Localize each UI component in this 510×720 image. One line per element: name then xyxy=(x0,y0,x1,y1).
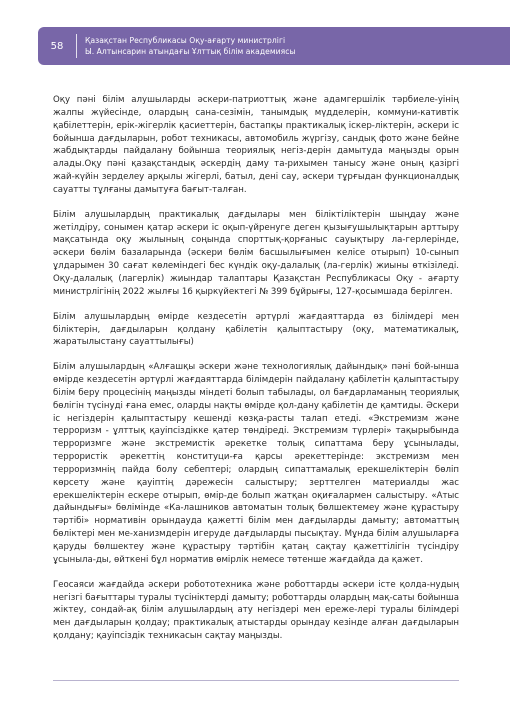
page-number: 58 xyxy=(50,40,64,52)
ministry-name: Қазақстан Республикасы Оқу-ағарту министрлігі xyxy=(85,36,286,45)
document-body xyxy=(53,94,459,655)
paragraph-2: Білім алушылардың практикалық дағдылары мен біліктіліктерін шыңдау және жетілдіру, сонымен қатар әскери іс оқып-үйренуге деген қызығушылықтарын арттыру мақсатында оқу жылының соңында спорттық-қорғаныс сауықтыру ла-герлерінде, әскери бөлім базаларында (әскери бөлім басшылығымен келісе отырып) 10-сынып ұлдарымен 30 сағат көлеміндегі бес күндік оқу-далалық (ла-герлік) жиыны өткізіледі. Оқу-далалық (лагерлік) жиындар талаптары Қазақстан Республикасы Оқу - ағарту министрлігінің 2022 жылғы 16 қыркүйектегі № 399 бұйрығы, 127-қосымшада берілген. xyxy=(53,209,459,297)
header-text xyxy=(85,35,296,57)
header-divider xyxy=(76,34,77,58)
footer-divider xyxy=(53,680,459,681)
paragraph-3: Білім алушылардың өмірде кездесетін әртүрлі жағдаяттарда өз білімдері мен біліктерін, дағдыларын қолдану қабілетін қалыптастыру (оқу, математикалық, жаратылыстану сауаттылығы) xyxy=(53,311,459,348)
academy-name: Ы. Алтынсарин атындағы Ұлттық білім академиясы xyxy=(85,47,296,56)
page-header xyxy=(38,27,510,65)
paragraph-4: Білім алушылардың «Алғашқы әскери және технологиялық дайындық» пәні бой-ынша өмірде кездесетін әртүрлі жағдаяттарда білімдерін пайдалану қабілетін қалыптастыру білім беру процесінің маңызды міндеті болып табылады, ол бағдарламаның теориялық бөлігін түсінуді ғана емес, оларды нақты өмірде қол-дану қабілетін де қамтиды. Әскери іс негіздерін қалыптастыру кешенді көзқа-расты талап етеді. «Экстремизм және терроризм - ұлттық қауіпсіздікке қатер төндіреді. Экстремизм түрлері» тақырыбында терроризмге және экстремистік әрекетке толық сипаттама беру ұсынылады, террористік әрекеттің конституци-ға қарсы әрекеттерінде: экстремизм мен терроризмнің пайда болу себептері; олардың сипаттамалық ерекшеліктерін бөліп көрсету және қауіптің дәрежесін салыстыру; зерттелген материалды жас ерекшеліктерін ескере отырып, өмір-де болып жатқан оқиғалармен салыстыру. «Атыс дайындығы» бөлімінде «Ка-лашников автоматын толық бөлшектемеу және құрастыру тәртібі» нормативін орындауда қажетті білім мен дағдыларды дамыту; автоматтың бөліктері мен ме-ханизмдерін игеруде дағдыларды пысықтау. Мұнда білім алушыларға қаруды бөлшектеу және құрастыру тәртібін қатаң сақтау қажеттілігін түсіндіру ұсыныла-ды, өйткені бұл норматив өмірлік немесе төтенше жағдайда да қажет. xyxy=(53,362,459,565)
paragraph-1: Оқу пәні білім алушыларды әскери-патриоттық және адамгершілік тәрбиеле-уінің жалпы жүйесінде, олардың сана-сезімін, танымдық мүдделерін, коммуни-кативтік қабілеттерін, ерік-жігерлік қасиеттерін, бастапқы практикалық іскер-ліктерін, әскери іс бойынша дағдыларын, робот техникасы, автомобиль жүргізу, сандық фото және бейне жабдықтарды пайдалану бойынша теориялық негіз-дерін дамытуда маңызды орын алады.Оқу пәні қазақстандық әскердің даму та-рихымен танысу және оның қазіргі жай-күйін зерделеу арқылы жігерлі, батыл, дені сау, әскери тұрғыдан функционалдық сауатты тұлғаны дамытуға бағыт-талған. xyxy=(53,95,459,195)
paragraph-5: Геосаяси жағдайда әскери робототехника және роботтарды әскери істе қолда-нудың негізгі бағыттары туралы түсініктерді дамыту; роботтарды олардың мақ-саты бойынша жіктеу, сондай-ақ білім алушылардың ату негіздері мен ережe-лері туралы білімдері мен дағдыларын қолдау; практикалық атыстарды орындау кезінде алған дағдыларын қолдану; қауіпсіздік техникасын сақтау маңызды. xyxy=(53,579,459,642)
